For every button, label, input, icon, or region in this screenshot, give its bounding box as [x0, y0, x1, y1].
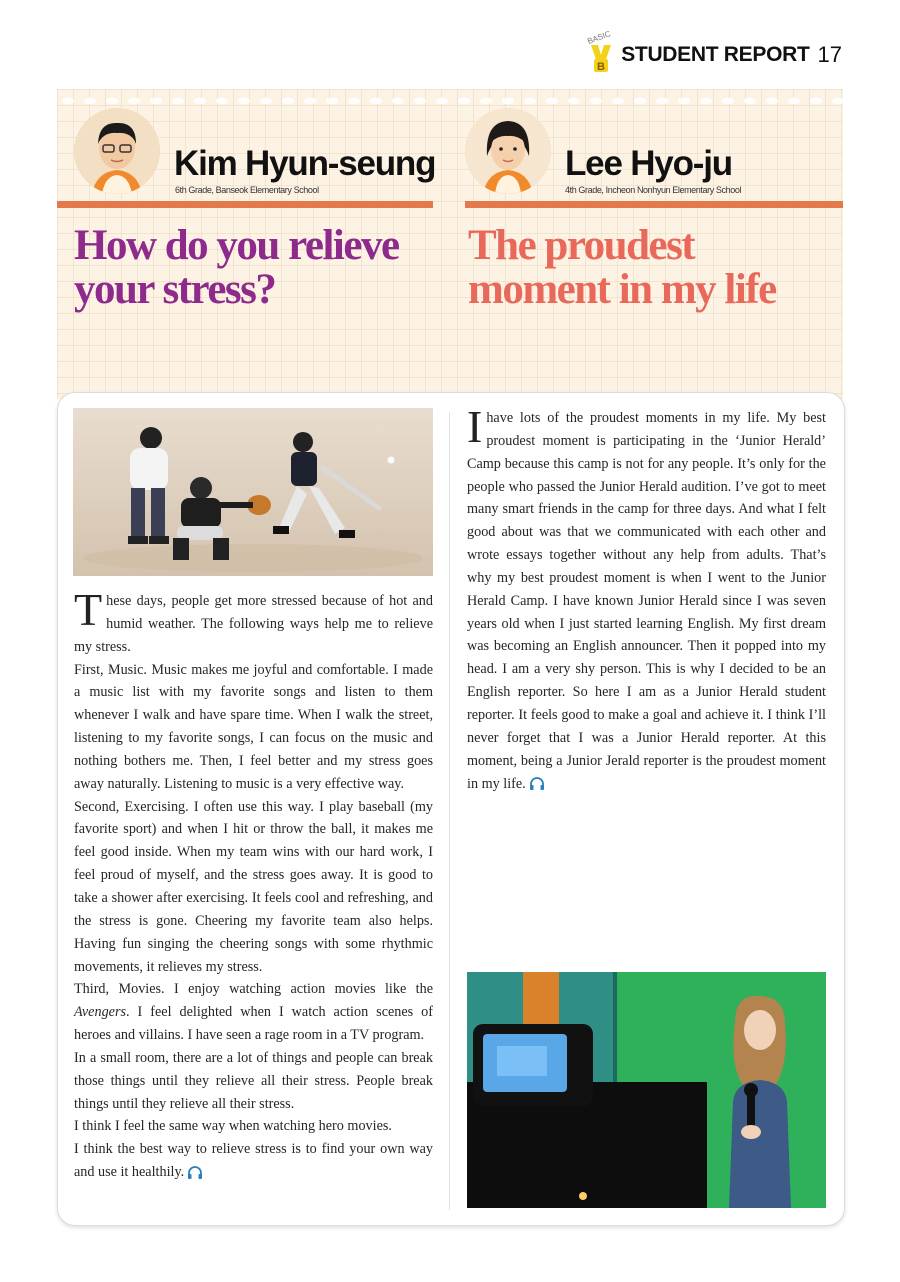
- column-divider: [449, 412, 450, 1210]
- profile-right: [465, 108, 825, 198]
- left-paragraph-6: I think I feel the same way when watching hero movies.: [74, 1118, 392, 1135]
- headline-right-line1: The proudest: [468, 222, 695, 269]
- left-paragraph-5: In a small room, there are a lot of things and people can break those things until they relieve all their stress. People break things until they relieve all their stress.: [74, 1049, 433, 1112]
- headphones-icon: [187, 1166, 203, 1180]
- article-right: [467, 401, 826, 795]
- headline-right: [468, 224, 776, 312]
- page-number: 17: [817, 42, 842, 67]
- accent-rule-right: [465, 201, 843, 208]
- student-school-left: 6th Grade, Banseok Elementary School: [175, 185, 319, 195]
- left-paragraph-4: Third, Movies. I enjoy watching action movies like the Avengers. I feel delighted when I watch action scenes of heroes and villains. I have seen a rage room in a TV program.: [74, 981, 433, 1044]
- logo-letter: B: [597, 61, 606, 73]
- accent-rule-left: [57, 201, 433, 208]
- left-paragraph-1: These days, people get more stressed because of hot and humid weather. The following ways help me to relieve my stress.: [74, 584, 433, 655]
- dropcap-left: T: [74, 584, 103, 635]
- banner-dots: [57, 95, 843, 107]
- avatar-left: [74, 108, 160, 194]
- headline-left: [74, 224, 399, 312]
- article-left: [74, 584, 433, 1184]
- right-paragraph-1: Ihave lots of the proudest moments in my life. My best proudest moment is participating in the ‘Junior Herald’ Camp because this camp is not for any people. It’s only for the people who passed the Junior Herald audition. I’ve got to meet many smart friends in the camp for three days. And what I felt good about was that we communicated with each other and wrote essays together without any help from adults. That’s why my best proudest moment is when I went to the Junior Herald Camp. I have known Junior Herald since I was seven years old when I just started learning English. My first dream was becoming an English announcer. Then it popped into my head. I am a very shy person. This is why I decided to be an English reporter. So here I am as a Junior Herald student reporter. It feels good to make a goal and achieve it. I think I’ll never forget that I was a Junior Herald reporter. At this moment, being a Junior Jerald reporter is the proudest moment in my life.: [467, 401, 826, 792]
- section-title: STUDENT REPORT: [621, 43, 810, 66]
- headphones-icon: [529, 777, 545, 791]
- logo-basic-text: BASIC: [586, 29, 613, 46]
- profile-left: [74, 108, 434, 198]
- left-paragraph-7: I think the best way to relieve stress is to find your own way and use it healthily.: [74, 1141, 433, 1181]
- left-paragraph-3: Second, Exercising. I often use this way. I play baseball (my favorite sport) and when I hit or throw the ball, it makes me feel good inside. When my team wins with our hard work, I feel proud of myself, and the stress goes away. It is good to take a shower after exercising. It feels cool and refreshing, and the stress is gone. Cheering my favorite team also helps. Having fun singing the cheering songs with some rhythmic movements, it relieves my stress.: [74, 798, 433, 975]
- headline-right-line2: moment in my life: [468, 266, 776, 313]
- student-name-left: Kim Hyun-seung: [174, 144, 436, 183]
- dropcap-right: I: [467, 401, 483, 452]
- basic-logo: [586, 29, 615, 77]
- student-school-right: 4th Grade, Incheon Nonhyun Elementary School: [565, 185, 742, 195]
- baseball-photo: [73, 408, 433, 576]
- student-name-right: Lee Hyo-ju: [565, 144, 732, 183]
- headline-left-line1: How do you relieve: [74, 222, 399, 269]
- left-paragraph-2: First, Music. Music makes me joyful and comfortable. I made a music list with my favorite songs and listen to them whenever I walk and have spare time. When I walk the street, listening to my favorite songs, I can focus on the music and nothing bothers me. Then, I feel better and my stress goes away naturally. Listening to music is a very effective way.: [74, 661, 433, 792]
- avatar-right: [465, 108, 551, 194]
- v-check-icon: [589, 43, 613, 73]
- page-header: [587, 30, 842, 80]
- headline-left-line2: your stress?: [74, 266, 276, 313]
- reporter-photo: [467, 972, 826, 1208]
